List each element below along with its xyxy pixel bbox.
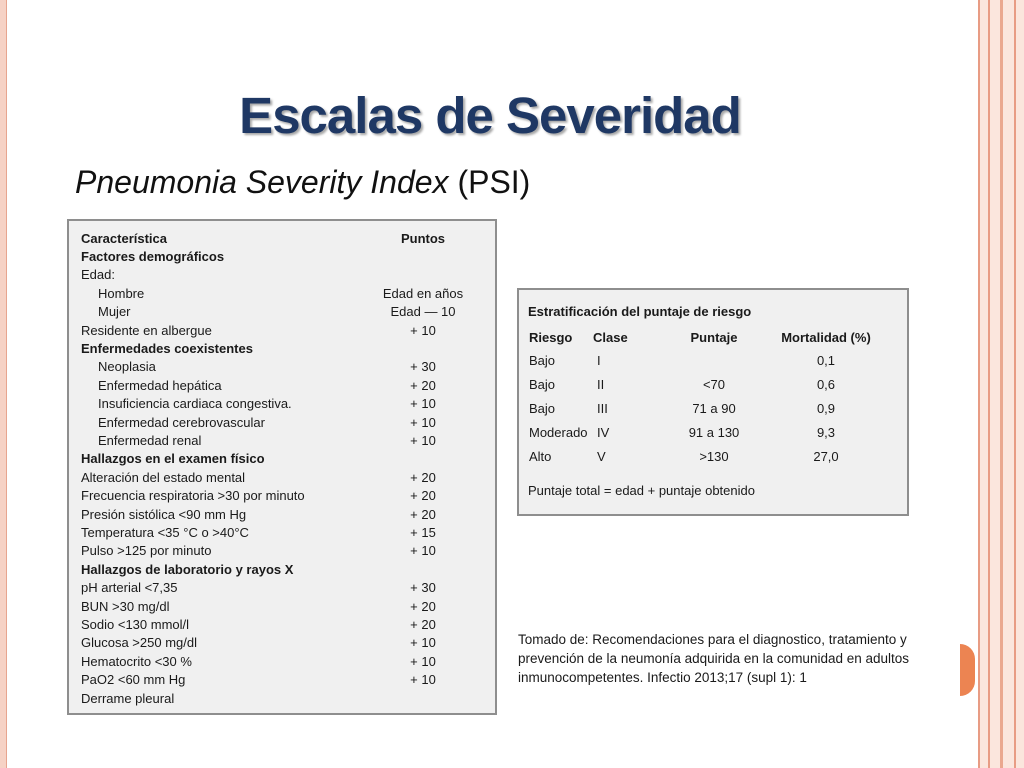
psi-row — [81, 248, 481, 266]
psi-row-label: Edad: — [81, 267, 115, 283]
strat-cell: V — [597, 449, 606, 464]
right-frame-stripes — [978, 0, 1024, 768]
psi-row-label: Pulso >125 por minuto — [81, 543, 212, 559]
psi-header-row — [81, 230, 481, 248]
psi-row-label: pH arterial <7,35 — [81, 580, 178, 596]
psi-row — [81, 561, 481, 579]
psi-row-label: Frecuencia respiratoria >30 por minuto — [81, 488, 305, 504]
strat-cell: Moderado — [529, 425, 588, 440]
source-line: prevención de la neumonía adquirida en la comunidad en adultos — [518, 651, 910, 666]
psi-row-points: + 20 — [410, 469, 436, 485]
psi-row — [81, 358, 481, 376]
source-line: Tomado de: Recomendaciones para el diagnostico, tratamiento y — [518, 632, 907, 647]
psi-row — [81, 690, 481, 708]
psi-row — [81, 542, 481, 560]
psi-row — [81, 377, 481, 395]
psi-row-points: + 10 — [410, 414, 436, 430]
psi-row — [81, 414, 481, 432]
psi-row — [81, 285, 481, 303]
psi-row-points: + 10 — [410, 322, 436, 338]
psi-row-label: Enfermedades coexistentes — [81, 341, 253, 356]
strat-cell: >130 — [699, 449, 729, 464]
strat-title: Estratificación del puntaje de riesgo — [528, 304, 752, 319]
psi-row-points: + 15 — [410, 525, 436, 540]
psi-row-points: + 20 — [410, 506, 436, 522]
psi-row-points: + 20 — [410, 598, 436, 614]
strat-header-cell: Riesgo — [529, 330, 573, 345]
strat-cell: 0,9 — [816, 401, 836, 416]
strat-header-cell: Clase — [593, 330, 628, 345]
psi-row — [81, 598, 481, 616]
psi-row — [81, 616, 481, 634]
psi-table — [67, 219, 497, 715]
strat-cell: Alto — [529, 449, 552, 464]
psi-row-points: + 10 — [410, 635, 436, 651]
psi-row-label: Hallazgos de laboratorio y rayos X — [81, 561, 294, 577]
psi-row-label: Derrame pleural — [81, 690, 175, 706]
strat-cell: III — [597, 401, 608, 416]
strat-cell: <70 — [702, 377, 726, 392]
psi-row — [81, 266, 481, 284]
psi-row-label: Hematocrito <30 % — [81, 653, 192, 669]
strat-cell: 91 a 130 — [688, 425, 740, 440]
psi-row-points: + 10 — [410, 396, 436, 412]
psi-row — [81, 395, 481, 413]
psi-row-label: Glucosa >250 mg/dl — [81, 635, 197, 651]
psi-row — [81, 450, 481, 468]
psi-row — [81, 524, 481, 542]
psi-row-label: Hombre — [98, 285, 145, 301]
psi-row-label: Temperatura <35 °C o >40°C — [81, 525, 249, 540]
psi-row-points: + 10 — [410, 653, 436, 669]
psi-row — [81, 469, 481, 487]
psi-row-label: Insuficiencia cardiaca congestiva. — [98, 396, 292, 412]
psi-row-label: Enfermedad cerebrovascular — [98, 414, 265, 430]
psi-row-points: + 20 — [410, 488, 436, 504]
psi-row — [81, 487, 481, 505]
psi-row-points: Edad — 10 — [390, 304, 456, 320]
strat-cell: IV — [597, 425, 610, 440]
strat-cell: 9,3 — [816, 425, 836, 440]
strat-cell: I — [597, 353, 601, 368]
source-citation — [518, 630, 958, 687]
psi-row — [81, 579, 481, 597]
strat-cell — [669, 352, 759, 370]
strat-header-cell: Puntaje — [690, 330, 738, 345]
slide-subtitle — [75, 164, 530, 201]
strat-cell: Bajo — [529, 401, 556, 416]
psi-row-points: + 10 — [410, 543, 436, 559]
psi-row-points: + 30 — [410, 580, 436, 596]
orange-side-tab — [960, 644, 975, 696]
psi-row — [81, 506, 481, 524]
psi-row-points: + 10 — [410, 672, 436, 688]
psi-row-points: + 20 — [410, 377, 436, 393]
psi-row-label: Residente en albergue — [81, 322, 212, 338]
psi-row-label: Enfermedad renal — [98, 433, 202, 448]
psi-row-points: + 30 — [410, 359, 436, 375]
subtitle-italic: Pneumonia Severity Index — [75, 164, 449, 200]
strat-cell: Bajo — [529, 377, 556, 392]
psi-row-label: Hallazgos en el examen físico — [81, 451, 265, 467]
psi-row-label: Factores demográficos — [81, 249, 225, 264]
psi-row-label: Alteración del estado mental — [81, 469, 246, 485]
psi-header-value: Puntos — [400, 231, 446, 246]
psi-row-points: + 10 — [410, 433, 436, 448]
psi-header-label: Característica — [81, 231, 167, 246]
psi-row-label: Neoplasia — [98, 359, 156, 375]
strat-cell: Bajo — [529, 353, 556, 368]
psi-row-label: Sodio <130 mmol/l — [81, 617, 190, 632]
strat-cell: 0,1 — [816, 353, 836, 368]
psi-row-label: PaO2 <60 mm Hg — [81, 672, 186, 688]
psi-row — [81, 322, 481, 340]
subtitle-rest: (PSI) — [448, 164, 531, 200]
strat-cell: 71 a 90 — [692, 401, 736, 416]
strat-cell: II — [597, 377, 605, 392]
psi-row — [81, 303, 481, 321]
psi-row-label: Mujer — [98, 304, 131, 320]
psi-row — [81, 653, 481, 671]
psi-row — [81, 671, 481, 689]
slide-title: Escalas de Severidad — [239, 87, 741, 144]
strat-cell: 27,0 — [813, 449, 839, 464]
psi-row-points: + 20 — [410, 617, 436, 632]
psi-row — [81, 432, 481, 450]
psi-row-points: Edad en años — [382, 285, 464, 301]
psi-row-label: BUN >30 mg/dl — [81, 598, 170, 614]
strat-note: Puntaje total = edad + puntaje obtenido — [528, 483, 755, 498]
psi-row — [81, 340, 481, 358]
strat-cell: 0,6 — [816, 377, 836, 392]
psi-row — [81, 634, 481, 652]
psi-row-label: Presión sistólica <90 mm Hg — [81, 506, 247, 522]
source-line: inmunocompetentes. Infectio 2013;17 (supl 1): 1 — [518, 670, 807, 685]
strat-header-cell: Mortalidad (%) — [781, 330, 871, 345]
psi-row-label: Enfermedad hepática — [98, 377, 222, 393]
risk-stratification-table — [517, 288, 909, 516]
